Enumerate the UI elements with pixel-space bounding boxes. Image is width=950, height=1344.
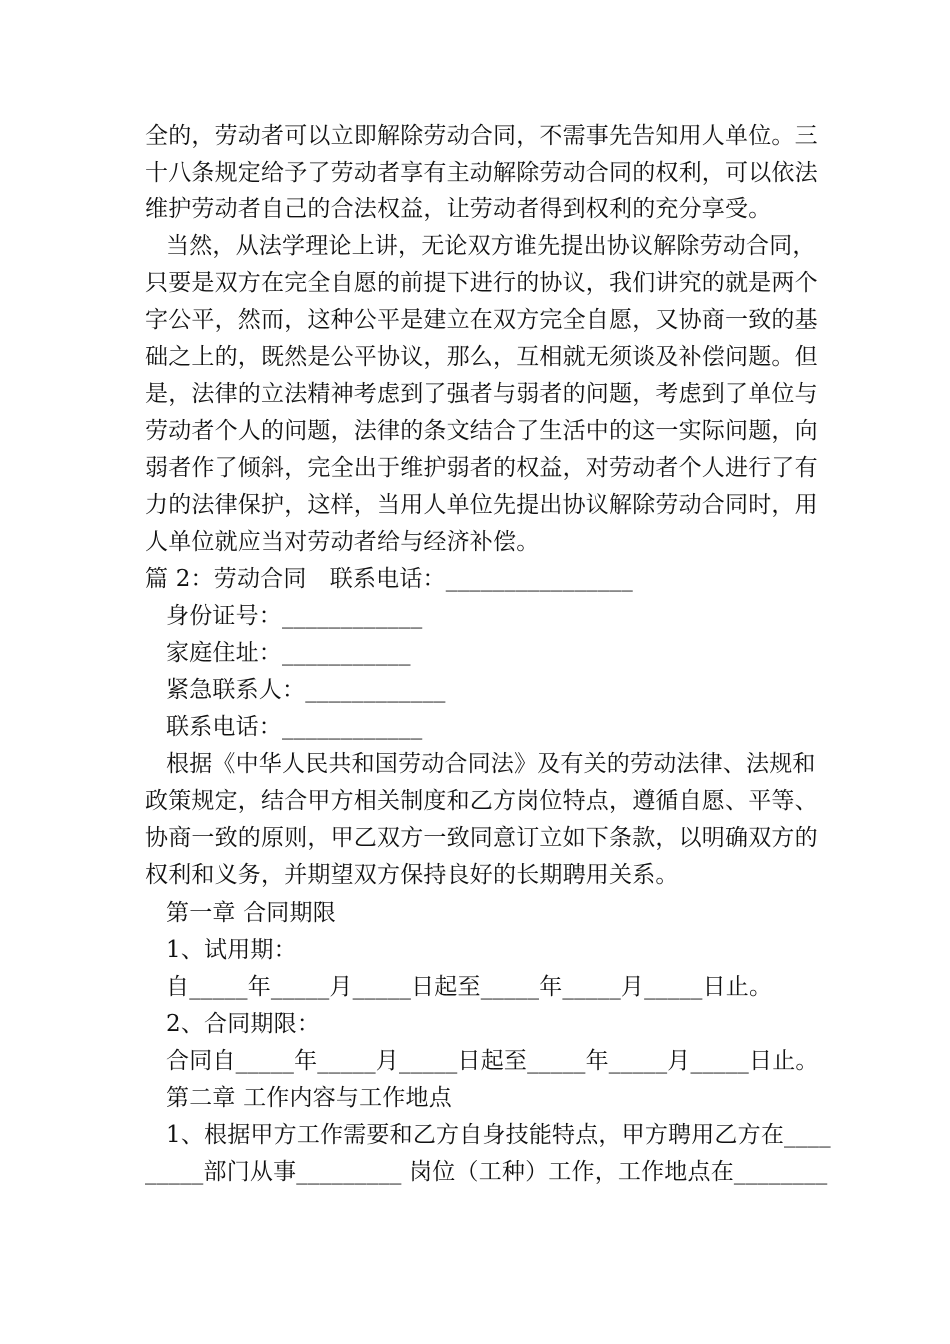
text-line: 全的，劳动者可以立即解除劳动合同，不需事先告知用人单位。三 xyxy=(145,123,818,149)
form-line: 身份证号：____________ xyxy=(166,603,423,629)
text-line: 人单位就应当对劳动者给与经济补偿。 xyxy=(145,529,540,555)
text-line: 协商一致的原则，甲乙双方一致同意订立如下条款，以明确双方的 xyxy=(145,825,818,851)
text-line: 劳动者个人的问题，法律的条文结合了生活中的这一实际问题，向 xyxy=(145,418,818,444)
section-heading: 篇 2：劳动合同 联系电话：________________ xyxy=(145,566,633,592)
text-line: 当然，从法学理论上讲，无论双方谁先提出协议解除劳动合同， xyxy=(166,233,816,259)
form-line: 合同自_____年_____月_____日起至_____年_____月_____日止。 xyxy=(166,1048,819,1074)
text-line: 十八条规定给予了劳动者享有主动解除劳动合同的权利，可以依法 xyxy=(145,160,818,186)
text-line: 础之上的，既然是公平协议，那么，互相就无须谈及补偿问题。但 xyxy=(145,344,818,370)
form-line: 联系电话：____________ xyxy=(166,714,423,740)
text-line: 弱者作了倾斜，完全出于维护弱者的权益，对劳动者个人进行了有 xyxy=(145,455,818,481)
text-line: 权利和义务，并期望双方保持良好的长期聘用关系。 xyxy=(145,862,679,888)
text-line: 只要是双方在完全自愿的前提下进行的协议，我们讲究的就是两个 xyxy=(145,270,818,296)
form-line: 紧急联系人：____________ xyxy=(166,677,446,703)
clause-heading: 2、合同期限： xyxy=(166,1011,321,1037)
chapter-heading: 第二章 工作内容与工作地点 xyxy=(166,1085,452,1111)
form-line: 家庭住址：___________ xyxy=(166,640,411,666)
text-line: 力的法律保护，这样，当用人单位先提出协议解除劳动合同时，用 xyxy=(145,492,818,518)
text-line: 是，法律的立法精神考虑到了强者与弱者的问题，考虑到了单位与 xyxy=(145,381,818,407)
text-line: _____部门从事_________ 岗位（工种）工作，工作地点在________ xyxy=(145,1159,828,1185)
text-line: 维护劳动者自己的合法权益，让劳动者得到权利的充分享受。 xyxy=(145,196,772,222)
text-line: 字公平，然而，这种公平是建立在双方完全自愿，又协商一致的基 xyxy=(145,307,818,333)
chapter-heading: 第一章 合同期限 xyxy=(166,900,336,926)
text-line: 根据《中华人民共和国劳动合同法》及有关的劳动法律、法规和 xyxy=(166,751,816,777)
text-line: 政策规定，结合甲方相关制度和乙方岗位特点，遵循自愿、平等、 xyxy=(145,788,818,814)
text-line: 1、根据甲方工作需要和乙方自身技能特点，甲方聘用乙方在____ xyxy=(166,1122,831,1148)
form-line: 自_____年_____月_____日起至_____年_____月_____日止。 xyxy=(166,974,773,1000)
clause-heading: 1、试用期： xyxy=(166,937,297,963)
